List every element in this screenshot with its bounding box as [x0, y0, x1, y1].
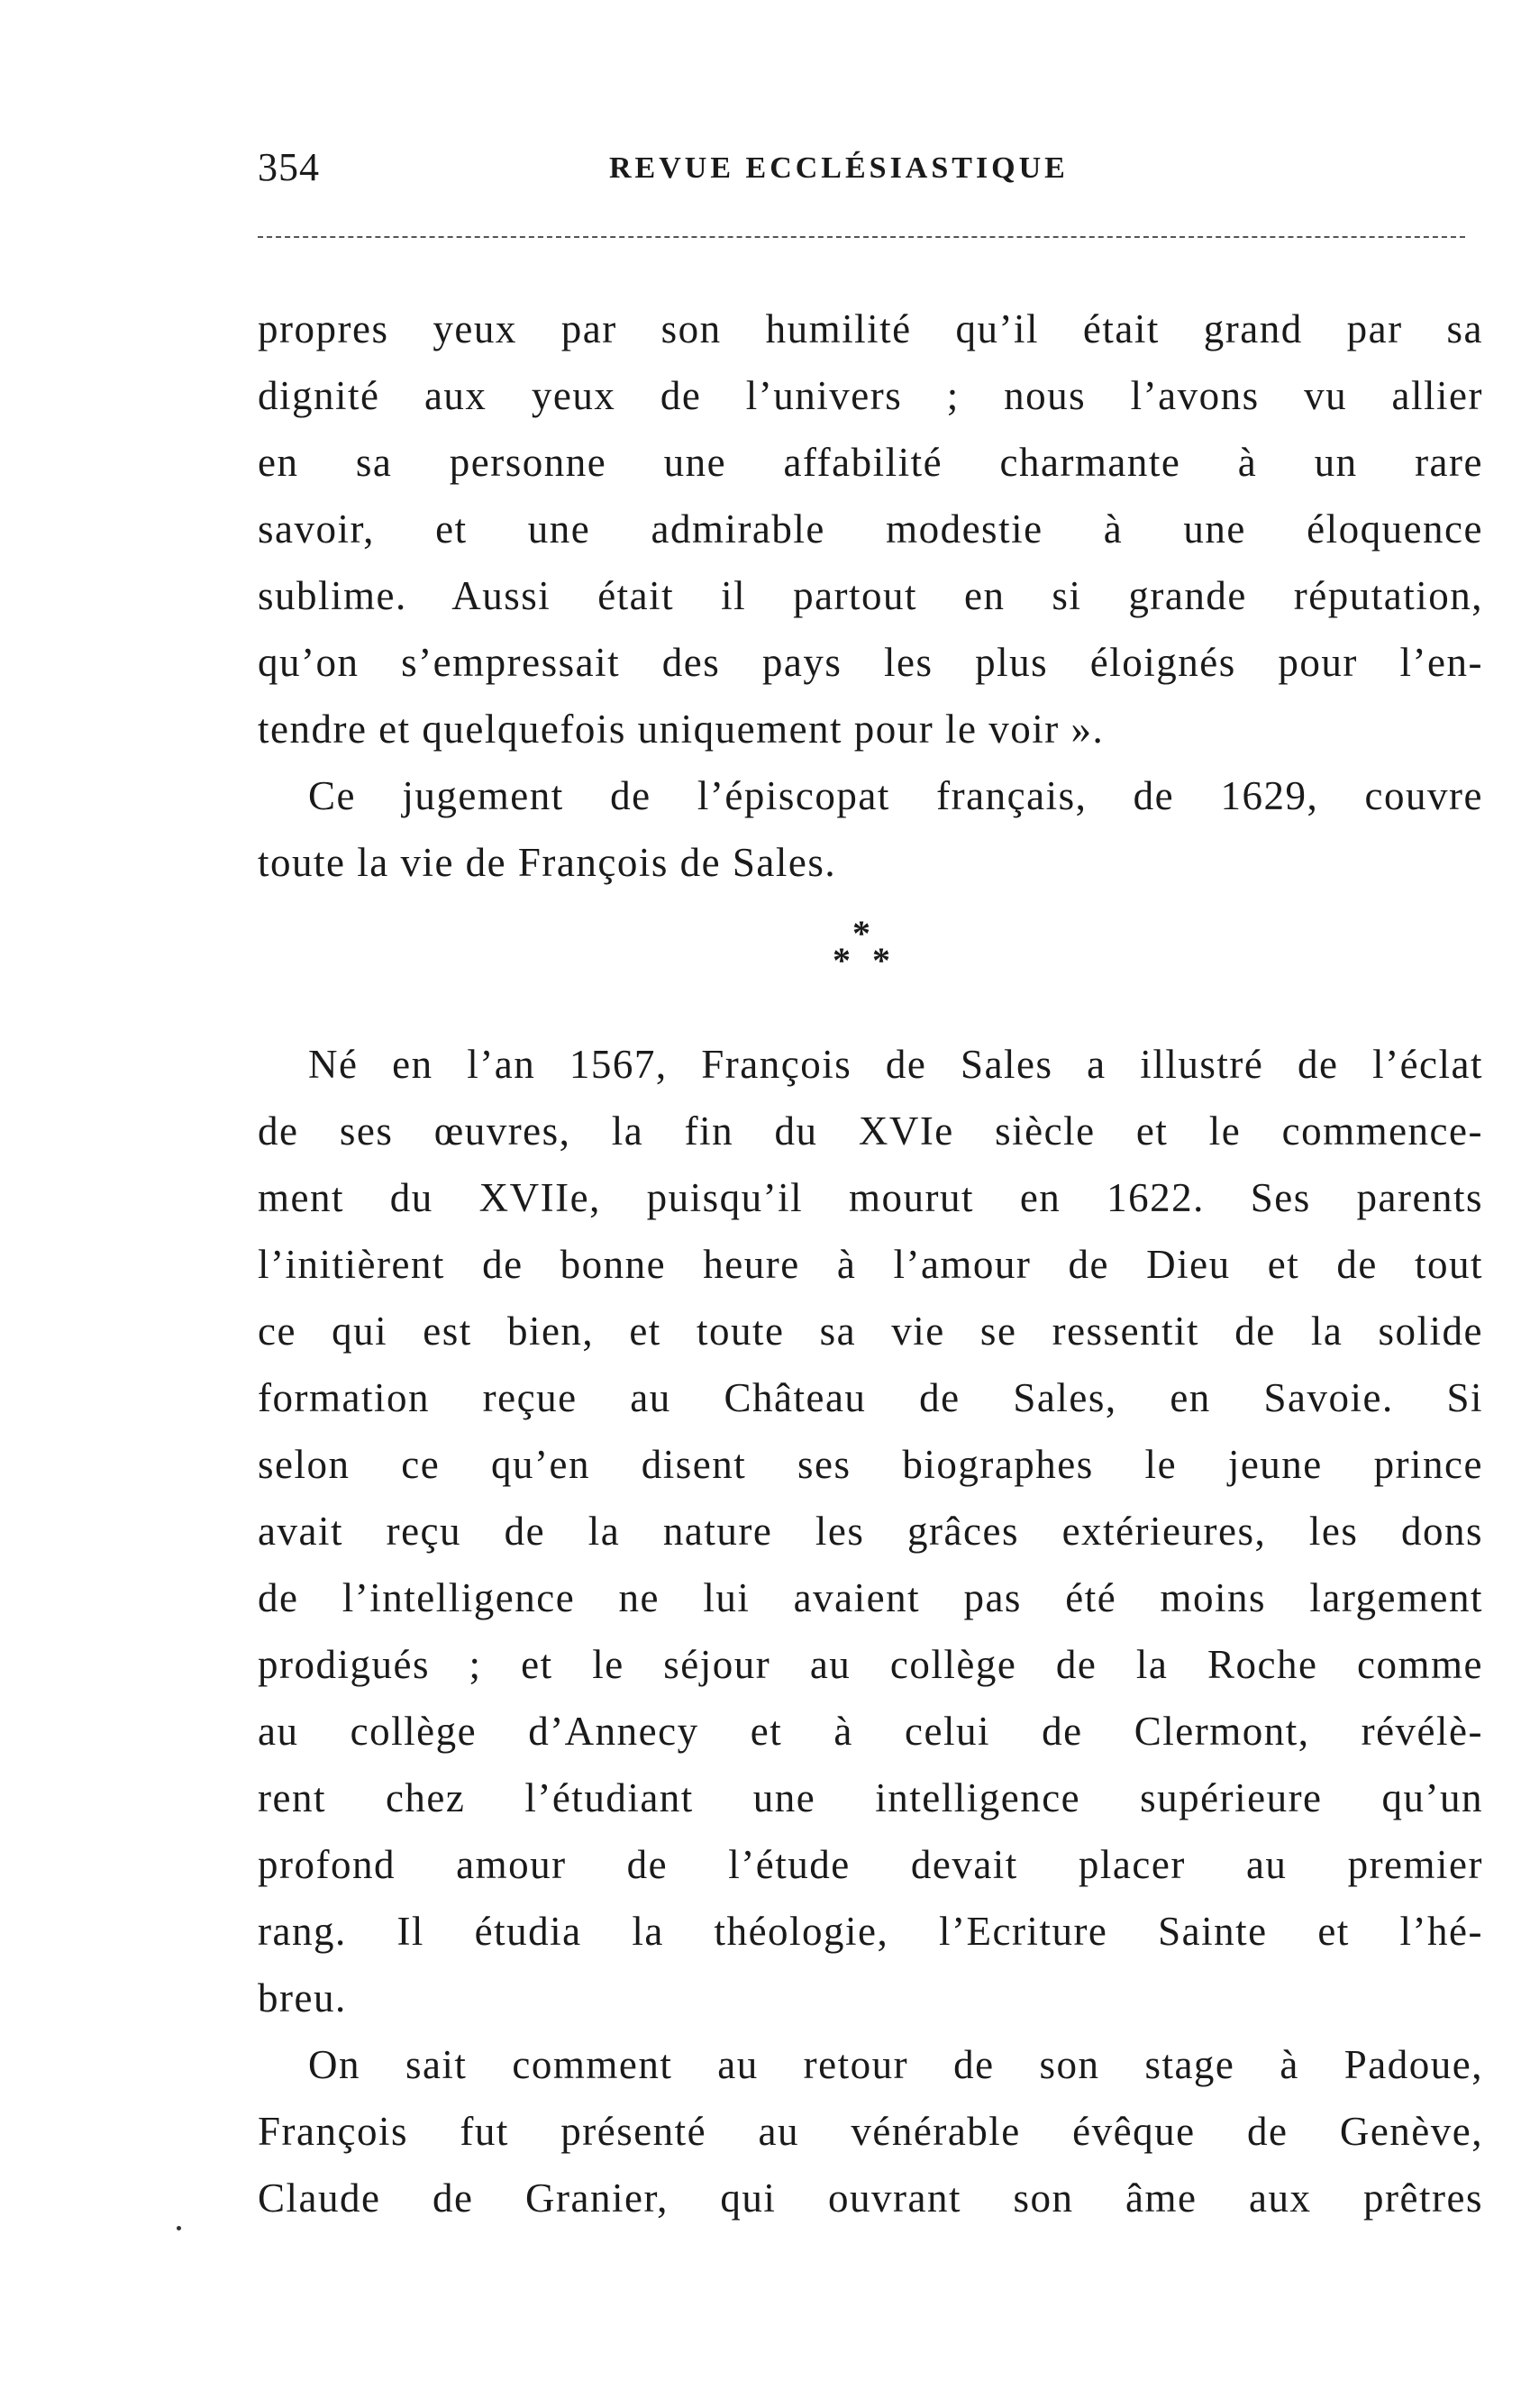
text-line: l’initièrent de bonne heure à l’amour de Dieu et de tout [258, 1242, 1483, 1287]
text-line: profond amour de l’étude devait placer au premier [258, 1842, 1483, 1887]
text-line: au collège d’Annecy et à celui de Clermont, révélè- [258, 1709, 1483, 1754]
text-line: de ses œuvres, la fin du XVIe siècle et le commence- [258, 1108, 1483, 1154]
asterism-star: * [872, 940, 890, 981]
text-line: toute la vie de François de Sales. [258, 840, 837, 885]
text-line: Ce jugement de l’épiscopat français, de 1629, couvre [308, 773, 1483, 818]
paragraph-padua [258, 2031, 1483, 2231]
text-line: tendre et quelquefois uniquement pour le voir ». [258, 707, 1105, 752]
text-line: rent chez l’étudiant une intelligence supérieure qu’un [258, 1775, 1483, 1820]
header-rule [258, 236, 1465, 238]
text-line: ce qui est bien, et toute sa vie se ressentit de la solide [258, 1309, 1483, 1354]
text-line: sublime. Aussi était il partout en si grande réputation, [258, 573, 1483, 618]
asterism-separator [258, 896, 1483, 1031]
text-line: de l’intelligence ne lui avaient pas été moins largement [258, 1575, 1483, 1620]
text-line: selon ce qu’en disent ses biographes le jeune prince [258, 1442, 1483, 1487]
text-line: breu. [258, 1975, 347, 2020]
running-head [258, 144, 1483, 198]
journal-title: REVUE ECCLÉSIASTIQUE [609, 151, 1069, 185]
text-line: qu’on s’empressait des pays les plus éloignés pour l’en- [258, 640, 1483, 685]
text-line: avait reçu de la nature les grâces extérieures, les dons [258, 1509, 1483, 1554]
page-number: 354 [258, 145, 320, 189]
paragraph-biography [258, 1031, 1483, 2031]
paragraph-judgement [258, 762, 1483, 896]
asterism-star: * [852, 913, 870, 953]
text-line: savoir, et une admirable modestie à une éloquence [258, 506, 1483, 552]
text-line: ment du XVIIe, puisqu’il mourut en 1622. Ses parents [258, 1175, 1483, 1220]
text-line: propres yeux par son humilité qu’il était grand par sa [258, 306, 1483, 351]
paragraph-continuation [258, 296, 1483, 762]
text-line: rang. Il étudia la théologie, l’Ecriture Sainte et l’hé- [258, 1909, 1483, 1954]
text-line: François fut présenté au vénérable évêque de Genève, [258, 2109, 1483, 2154]
text-line: On sait comment au retour de son stage à Padoue, [308, 2042, 1483, 2087]
text-line: en sa personne une affabilité charmante à un rare [258, 440, 1483, 485]
text-line: Né en l’an 1567, François de Sales a illustré de l’éclat [308, 1042, 1483, 1087]
body-text [258, 296, 1483, 2231]
text-line: Claude de Granier, qui ouvrant son âme aux prêtres [258, 2175, 1483, 2221]
text-line: dignité aux yeux de l’univers ; nous l’avons vu allier [258, 373, 1483, 418]
text-line: formation reçue au Château de Sales, en Savoie. Si [258, 1375, 1483, 1420]
margin-speck [177, 2226, 181, 2230]
asterism-star: * [833, 940, 851, 981]
text-line: prodigués ; et le séjour au collège de la Roche comme [258, 1642, 1483, 1687]
